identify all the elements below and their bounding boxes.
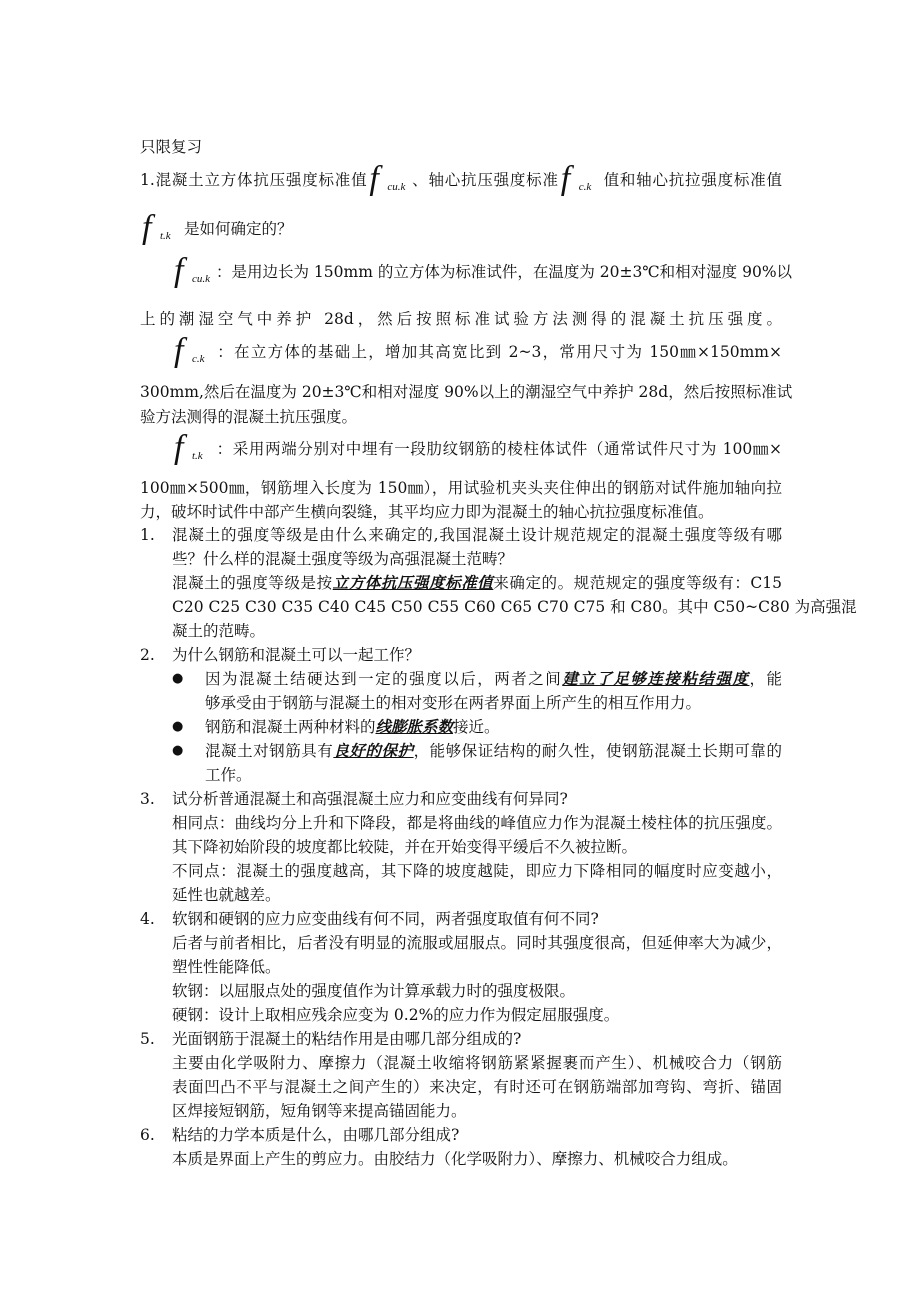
f-symbol: f — [560, 160, 571, 197]
text: 接近。 — [453, 718, 500, 736]
list-number: 1. — [140, 526, 155, 544]
subscript: c.k — [578, 181, 592, 193]
subscript: cu.k — [387, 181, 406, 193]
f-symbol: f — [174, 252, 184, 289]
question-1-line: 些？什么样的混凝土强度等级为高强混凝土范畴？ — [172, 550, 514, 568]
text: 1.混凝土立方体抗压强度标准值 — [140, 171, 368, 189]
bullet-icon: ● — [172, 671, 184, 686]
f-symbol: f — [174, 332, 184, 369]
fck-line: 300mm,然后在温度为 20±3℃和相对湿度 90%以上的潮湿空气中养护 28d，然后按照标准试 — [140, 383, 793, 401]
question-0-line — [140, 209, 293, 246]
formula-fcuk — [172, 252, 216, 289]
text: ，能 — [749, 670, 782, 688]
text: 、轴心抗压强度标准 — [411, 171, 559, 189]
question-5-line: 光面钢筋于混凝土的粘结作用是由哪几部分组成的? — [172, 1030, 522, 1048]
answer-5-line: 表面凹凸不平与混凝土之间产生的）来决定，有时还可在钢筋端部加弯钩、弯折、锚固 — [172, 1078, 782, 1096]
text: ：在立方体的基础上，增加其高宽比到 2~3，常用尺寸为 150㎜×150mm× — [216, 343, 782, 361]
answer-5-line: 区焊接短钢筋，短角钢等来提高锚固能力。 — [172, 1102, 467, 1120]
fcuk-line: 上的潮湿空气中养护 28d，然后按照标准试验方法测得的混凝土抗压强度。 — [140, 310, 782, 328]
list-number: 5. — [140, 1030, 155, 1048]
question-4-line: 软钢和硬钢的应力应变曲线有何不同，两者强度取值有何不同? — [172, 910, 599, 928]
text: 混凝土对钢筋具有 — [205, 742, 334, 760]
answer-3-line: 其下降初始阶段的坡度都比较陡，并在开始变得平缓后不久被拉断。 — [172, 838, 638, 856]
list-number: 2. — [140, 646, 155, 664]
bullet-icon: ● — [172, 743, 184, 758]
answer-5-line: 主要由化学吸附力、摩擦力（混凝土收缩将钢筋紧紧握裹而产生）、机械咬合力（钢筋 — [172, 1054, 782, 1072]
answer-3-line: 相同点：曲线均分上升和下降段，都是将曲线的峰值应力作为混凝土棱柱体的抗压强度。 — [172, 814, 782, 832]
text: 是如何确定的？ — [184, 220, 293, 238]
bullet-line — [205, 717, 500, 737]
formula-ftk — [140, 209, 184, 246]
emphasis: 良好的保护 — [333, 741, 414, 760]
answer-1-line: 凝土的范畴。 — [172, 622, 266, 640]
subscript: t.k — [192, 450, 203, 462]
list-number: 4. — [140, 910, 155, 928]
bullet-line: 够承受由于钢筋与混凝土的相对变形在两者界面上所产生的相互作用力。 — [205, 694, 702, 712]
subscript: c.k — [192, 353, 205, 365]
formula-fck — [559, 160, 603, 197]
text: ：是用边长为 150mm 的立方体为标准试件，在温度为 20±3℃和相对湿度 90%以 — [216, 263, 793, 281]
question-6-line: 粘结的力学本质是什么，由哪几部分组成? — [172, 1126, 460, 1144]
question-1-line: 混凝土的强度等级是由什么来确定的,我国混凝土设计规范规定的混凝土强度等级有哪 — [172, 526, 782, 544]
question-0-line — [140, 160, 782, 197]
answer-4-line: 后者与前者相比，后者没有明显的流服或屈服点。同时其强度很高，但延伸率大为减少， — [172, 934, 782, 952]
fck-line — [172, 332, 782, 369]
list-number: 6. — [140, 1126, 155, 1144]
list-number: 3. — [140, 790, 155, 808]
emphasis: 立方体抗压强度标准值 — [332, 573, 494, 592]
bullet-icon: ● — [172, 719, 184, 734]
ftk-line: 力，破坏时试件中部产生横向裂缝，其平均应力即为混凝土的轴心抗拉强度标准值。 — [140, 503, 714, 521]
ftk-line: 100㎜×500㎜，钢筋埋入长度为 150㎜），用试验机夹头夹住伸出的钢筋对试件施加轴向拉 — [140, 479, 782, 497]
text: ，能够保证结构的耐久性，使钢筋混凝土长期可靠的 — [413, 742, 782, 760]
f-symbol: f — [142, 209, 152, 246]
bullet-line — [205, 669, 782, 689]
text: 值和轴心抗拉强度标准值 — [602, 171, 782, 189]
subscript: t.k — [160, 230, 171, 242]
emphasis: 建立了足够连接粘结强度 — [562, 669, 750, 688]
question-3-line: 试分析普通混凝土和高强混凝土应力和应变曲线有何异同? — [172, 790, 568, 808]
answer-6-line: 本质是界面上产生的剪应力。由胶结力（化学吸附力）、摩擦力、机械咬合力组成。 — [172, 1150, 738, 1168]
bullet-line — [205, 741, 782, 761]
text: 混凝土的强度等级是按 — [172, 574, 333, 592]
subscript: cu.k — [192, 273, 211, 285]
answer-3-line: 不同点：混凝土的强度越高，其下降的坡度越陡，即应力下降相同的幅度时应变越小， — [172, 862, 782, 880]
formula-fcuk — [367, 160, 411, 197]
formula-ftk — [172, 429, 216, 466]
answer-4-line: 软钢：以屈服点处的强度值作为计算承载力时的强度极限。 — [172, 982, 576, 1000]
answer-4-line: 硬钢：设计上取相应残余应变为 0.2%的应力作为假定屈服强度。 — [172, 1006, 620, 1024]
answer-1-line: C20 C25 C30 C35 C40 C45 C50 C55 C60 C65 C70 C75 和 C80。其中 C50~C80 为高强混 — [172, 598, 857, 616]
emphasis: 线膨胀系数 — [375, 717, 454, 736]
fck-line: 验方法测得的混凝土抗压强度。 — [140, 408, 358, 426]
bullet-line: 工作。 — [205, 766, 252, 784]
text: 因为混凝土结硬达到一定的强度以后，两者之间 — [205, 670, 563, 688]
question-2-line: 为什么钢筋和混凝土可以一起工作？ — [172, 646, 421, 664]
answer-1-line — [172, 573, 782, 593]
text: ：采用两端分别对中埋有一段肋纹钢筋的棱柱体试件（通常试件尺寸为 100㎜× — [216, 440, 782, 458]
answer-3-line: 延性也就越差。 — [172, 886, 281, 904]
fcuk-line — [172, 252, 793, 289]
answer-4-line: 塑性性能降低。 — [172, 958, 281, 976]
ftk-line — [172, 429, 782, 466]
f-symbol: f — [369, 160, 379, 197]
f-symbol: f — [174, 429, 184, 466]
text: 钢筋和混凝土两种材料的 — [205, 718, 376, 736]
doc-title: 只限复习 — [140, 138, 203, 156]
text: 来确定的。规范规定的强度等级有：C15 — [493, 574, 782, 592]
formula-fck — [172, 332, 216, 369]
